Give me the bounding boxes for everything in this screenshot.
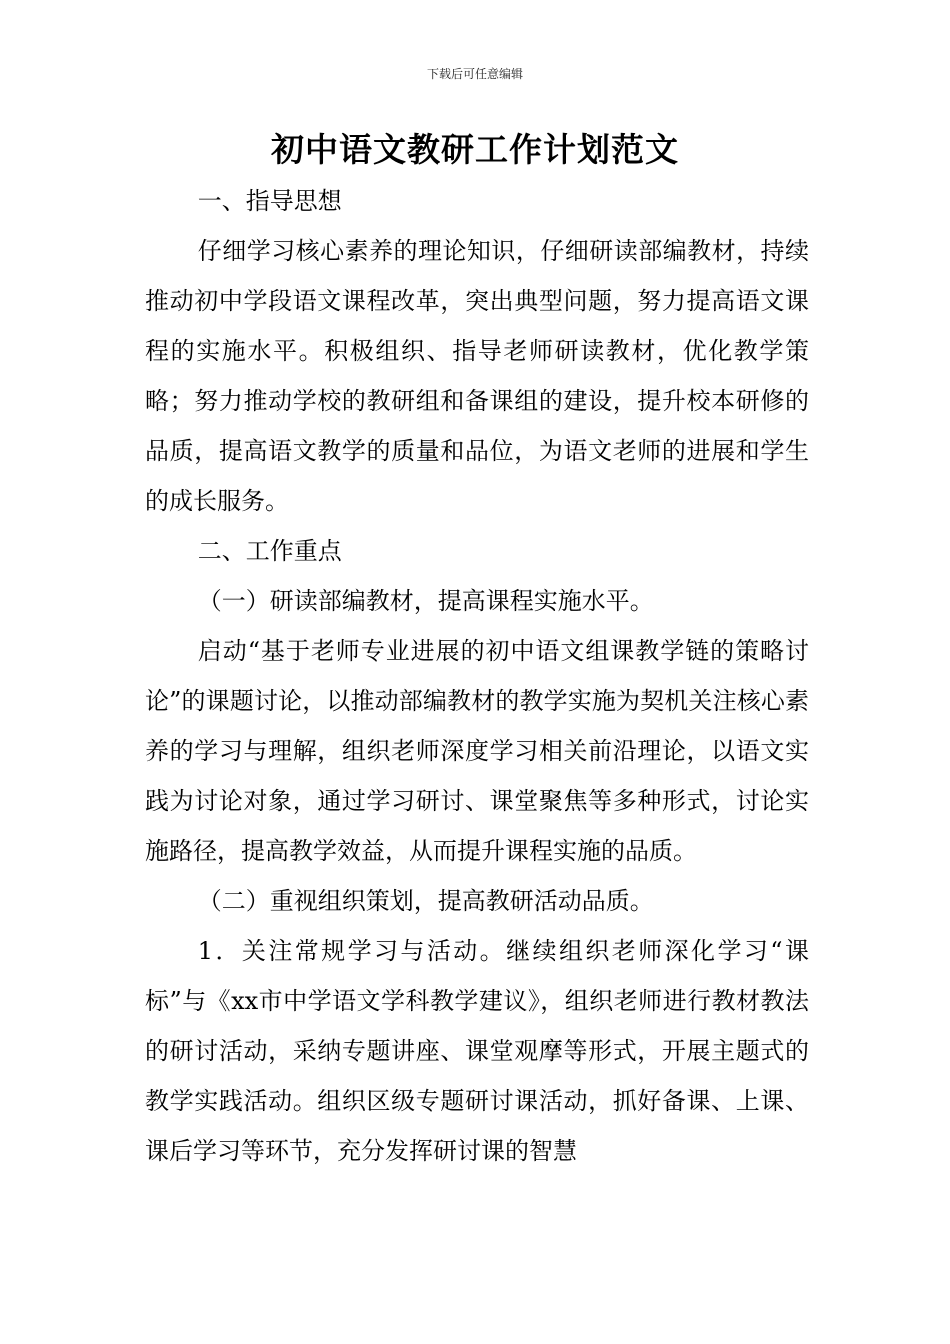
document-title: 初中语文教研工作计划范文: [271, 130, 679, 169]
section-heading-work-focus: 二、工作重点: [197, 537, 342, 565]
paragraph-routine-study: 1．关注常规学习与活动。继续组织老师深化学习“课标”与《xx市中学语文学科教学建议》，组织老师进行教材教法的研讨活动，采纳专题讲座、课堂观摩等形式，开展主题式的教学实践活动。组织区级专题研讨课活动，抓好备课、上课、课后学习等环节，充分发挥研讨课的智慧: [145, 937, 809, 1165]
paragraph-guiding-ideology: 仔细学习核心素养的理论知识，仔细研读部编教材，持续推动初中学段语文课程改革，突出典型问题，努力提高语文课程的实施水平。积极组织、指导老师研读教材，优化教学策略；努力推动学校的教研组和备课组的建设，提升校本研修的品质，提高语文教学的质量和品位，为语文老师的进展和学生的成长服务。: [145, 237, 809, 515]
document-body: [145, 176, 809, 1176]
section-heading-guiding-ideology: 一、指导思想: [197, 187, 342, 215]
paragraph-study-textbook: 启动“基于老师专业进展的初中语文组课教学链的策略讨论”的课题讨论，以推动部编教材的教学实施为契机关注核心素养的学习与理解，组织老师深度学习相关前沿理论，以语文实践为讨论对象，通过学习研讨、课堂聚焦等多种形式，讨论实施路径，提高教学效益，从而提升课程实施的品质。: [145, 637, 809, 865]
subheading-organize-planning: （二）重视组织策划，提高教研活动品质。: [197, 887, 654, 915]
page-header-note: 下载后可任意编辑: [426, 67, 523, 81]
subheading-study-textbook: （一）研读部编教材，提高课程实施水平。: [197, 587, 654, 615]
